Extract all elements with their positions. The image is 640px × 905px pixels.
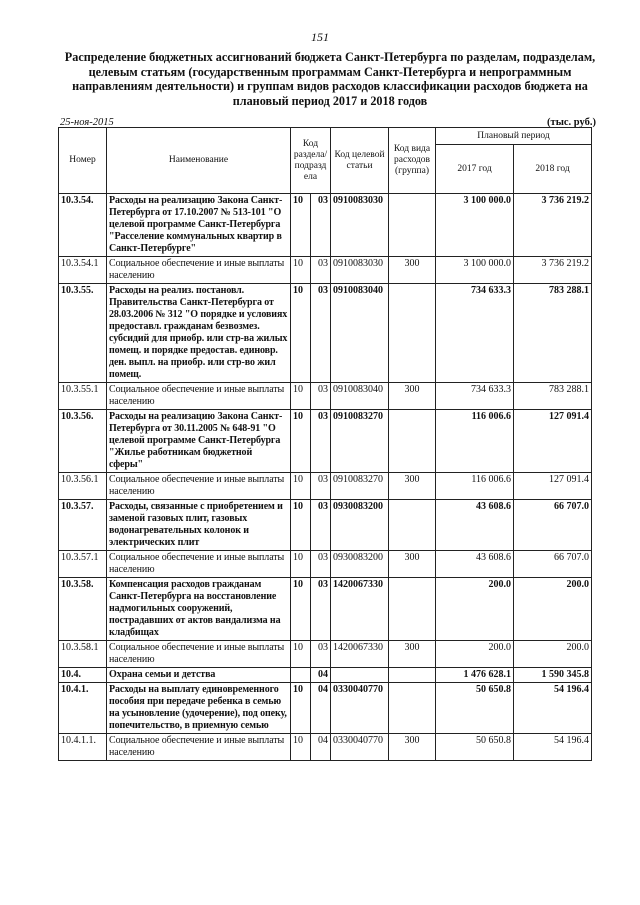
table-row bbox=[59, 284, 592, 383]
table-row bbox=[59, 194, 592, 257]
row-section: 10 bbox=[291, 551, 311, 578]
row-name: Расходы, связанные с приобретением и заменой газовых плит, газовых водонагревательных колонок и электрических плит bbox=[107, 500, 291, 551]
row-subsection: 04 bbox=[311, 734, 331, 761]
row-2018-value: 127 091.4 bbox=[514, 473, 592, 500]
row-section: 10 bbox=[291, 734, 311, 761]
row-kind-code: 300 bbox=[389, 383, 436, 410]
row-subsection: 03 bbox=[311, 194, 331, 257]
row-target-code: 1420067330 bbox=[331, 641, 389, 668]
header-2018: 2018 год bbox=[514, 145, 592, 194]
row-number: 10.3.54.1 bbox=[59, 257, 107, 284]
row-name: Компенсация расходов гражданам Санкт-Петербурга на восстановление надмогильных сооружений, пострадавших от актов вандализма на кладбищах bbox=[107, 578, 291, 641]
row-subsection: 03 bbox=[311, 257, 331, 284]
row-2017-value: 200.0 bbox=[436, 641, 514, 668]
row-2017-value: 3 100 000.0 bbox=[436, 194, 514, 257]
table-row bbox=[59, 500, 592, 551]
row-name: Социальное обеспечение и иные выплаты населению bbox=[107, 383, 291, 410]
table-row bbox=[59, 383, 592, 410]
row-number: 10.3.58. bbox=[59, 578, 107, 641]
row-name: Социальное обеспечение и иные выплаты населению bbox=[107, 734, 291, 761]
row-2018-value: 783 288.1 bbox=[514, 284, 592, 383]
row-2018-value: 783 288.1 bbox=[514, 383, 592, 410]
row-2017-value: 3 100 000.0 bbox=[436, 257, 514, 284]
row-2018-value: 200.0 bbox=[514, 578, 592, 641]
row-kind-code bbox=[389, 284, 436, 383]
row-target-code: 0910083030 bbox=[331, 257, 389, 284]
row-section: 10 bbox=[291, 383, 311, 410]
row-name: Расходы на реализацию Закона Санкт-Петербурга от 30.11.2005 № 648-91 "О целевой программе Санкт-Петербурга "Жилье работникам бюджетной сферы" bbox=[107, 410, 291, 473]
row-2017-value: 1 476 628.1 bbox=[436, 668, 514, 683]
row-target-code: 0910083270 bbox=[331, 410, 389, 473]
table-row bbox=[59, 473, 592, 500]
row-2018-value: 54 196.4 bbox=[514, 683, 592, 734]
row-kind-code: 300 bbox=[389, 473, 436, 500]
row-subsection: 03 bbox=[311, 500, 331, 551]
row-2017-value: 50 650.8 bbox=[436, 683, 514, 734]
row-kind-code: 300 bbox=[389, 734, 436, 761]
row-number: 10.3.57. bbox=[59, 500, 107, 551]
row-2017-value: 116 006.6 bbox=[436, 410, 514, 473]
row-name: Расходы на выплату единовременного пособия при передаче ребенка в семью на усыновление (удочерение), под опеку, попечительство, в приемную семью bbox=[107, 683, 291, 734]
row-section: 10 bbox=[291, 410, 311, 473]
row-subsection: 03 bbox=[311, 383, 331, 410]
row-target-code: 0930083200 bbox=[331, 551, 389, 578]
row-target-code: 0910083030 bbox=[331, 194, 389, 257]
row-2018-value: 3 736 219.2 bbox=[514, 194, 592, 257]
row-target-code: 1420067330 bbox=[331, 578, 389, 641]
row-kind-code: 300 bbox=[389, 641, 436, 668]
row-kind-code bbox=[389, 410, 436, 473]
budget-table bbox=[58, 127, 592, 761]
row-2017-value: 200.0 bbox=[436, 578, 514, 641]
header-kind: Код вида расходов (группа) bbox=[389, 128, 436, 194]
row-kind-code bbox=[389, 194, 436, 257]
row-target-code: 0330040770 bbox=[331, 683, 389, 734]
row-target-code: 0930083200 bbox=[331, 500, 389, 551]
header-section: Код раздела/ подразд ела bbox=[291, 128, 331, 194]
row-section: 10 bbox=[291, 641, 311, 668]
row-number: 10.3.55.1 bbox=[59, 383, 107, 410]
row-subsection: 03 bbox=[311, 473, 331, 500]
page-number: 151 bbox=[311, 30, 329, 44]
row-section: 10 bbox=[291, 194, 311, 257]
row-subsection: 03 bbox=[311, 578, 331, 641]
row-section: 10 bbox=[291, 284, 311, 383]
row-number: 10.4.1. bbox=[59, 683, 107, 734]
row-subsection: 04 bbox=[311, 683, 331, 734]
row-target-code: 0330040770 bbox=[331, 734, 389, 761]
document-title: Распределение бюджетных ассигнований бюджета Санкт-Петербурга по разделам, подразделам, целевым статьям (государственным программам Санкт-Петербурга и непрограммным направлениям деятельности) и группам видов расходов классификации расходов бюджета на плановый период 2017 и 2018 годов bbox=[64, 50, 596, 108]
row-subsection: 04 bbox=[311, 668, 331, 683]
row-2017-value: 734 633.3 bbox=[436, 383, 514, 410]
row-subsection: 03 bbox=[311, 551, 331, 578]
row-2018-value: 66 707.0 bbox=[514, 551, 592, 578]
row-number: 10.3.57.1 bbox=[59, 551, 107, 578]
header-target: Код целевой статьи bbox=[331, 128, 389, 194]
table-row bbox=[59, 410, 592, 473]
row-section: 10 bbox=[291, 578, 311, 641]
row-name: Социальное обеспечение и иные выплаты населению bbox=[107, 473, 291, 500]
header-2017: 2017 год bbox=[436, 145, 514, 194]
row-2018-value: 1 590 345.8 bbox=[514, 668, 592, 683]
row-target-code bbox=[331, 668, 389, 683]
document-date: 25-ноя-2015 bbox=[60, 117, 114, 128]
header-period: Плановый период bbox=[436, 128, 592, 145]
row-target-code: 0910083040 bbox=[331, 284, 389, 383]
row-2018-value: 127 091.4 bbox=[514, 410, 592, 473]
row-kind-code bbox=[389, 683, 436, 734]
table-body bbox=[59, 194, 592, 761]
table-row bbox=[59, 734, 592, 761]
row-kind-code bbox=[389, 500, 436, 551]
row-2018-value: 3 736 219.2 bbox=[514, 257, 592, 284]
row-number: 10.3.55. bbox=[59, 284, 107, 383]
table-row bbox=[59, 668, 592, 683]
table-row bbox=[59, 641, 592, 668]
row-name: Расходы на реализацию Закона Санкт-Петербурга от 17.10.2007 № 513-101 "О целевой программе Санкт-Петербурга "Расселение коммунальных квартир в Санкт-Петербурге" bbox=[107, 194, 291, 257]
row-2018-value: 66 707.0 bbox=[514, 500, 592, 551]
row-number: 10.3.58.1 bbox=[59, 641, 107, 668]
row-name: Социальное обеспечение и иные выплаты населению bbox=[107, 551, 291, 578]
table-row bbox=[59, 578, 592, 641]
table-row bbox=[59, 683, 592, 734]
row-2017-value: 734 633.3 bbox=[436, 284, 514, 383]
row-kind-code: 300 bbox=[389, 551, 436, 578]
row-2017-value: 43 608.6 bbox=[436, 500, 514, 551]
row-section: 10 bbox=[291, 683, 311, 734]
row-subsection: 03 bbox=[311, 641, 331, 668]
row-kind-code bbox=[389, 668, 436, 683]
row-name: Охрана семьи и детства bbox=[107, 668, 291, 683]
row-name: Социальное обеспечение и иные выплаты населению bbox=[107, 257, 291, 284]
row-number: 10.4.1.1. bbox=[59, 734, 107, 761]
row-number: 10.3.56. bbox=[59, 410, 107, 473]
header-name: Наименование bbox=[107, 128, 291, 194]
row-target-code: 0910083270 bbox=[331, 473, 389, 500]
row-subsection: 03 bbox=[311, 284, 331, 383]
row-subsection: 03 bbox=[311, 410, 331, 473]
row-section: 10 bbox=[291, 257, 311, 284]
row-kind-code: 300 bbox=[389, 257, 436, 284]
row-2018-value: 54 196.4 bbox=[514, 734, 592, 761]
row-2017-value: 116 006.6 bbox=[436, 473, 514, 500]
row-kind-code bbox=[389, 578, 436, 641]
row-number: 10.4. bbox=[59, 668, 107, 683]
row-name: Социальное обеспечение и иные выплаты населению bbox=[107, 641, 291, 668]
row-name: Расходы на реализ. постановл. Правительства Санкт-Петербурга от 28.03.2006 № 312 "О порядке и условиях предоставл. гражданам безвозмез. субсидий для приобр. или стр-ва жилых помещ. и порядке предостав. единовр. ден. выпл. на приобр. или стр-во жил помещ. bbox=[107, 284, 291, 383]
row-number: 10.3.56.1 bbox=[59, 473, 107, 500]
row-section: 10 bbox=[291, 473, 311, 500]
row-number: 10.3.54. bbox=[59, 194, 107, 257]
row-section: 10 bbox=[291, 500, 311, 551]
header-row-1 bbox=[59, 128, 592, 145]
row-2017-value: 50 650.8 bbox=[436, 734, 514, 761]
header-number: Номер bbox=[59, 128, 107, 194]
table-row bbox=[59, 257, 592, 284]
row-target-code: 0910083040 bbox=[331, 383, 389, 410]
row-section bbox=[291, 668, 311, 683]
units-label: (тыс. руб.) bbox=[547, 117, 596, 128]
table-row bbox=[59, 551, 592, 578]
row-2017-value: 43 608.6 bbox=[436, 551, 514, 578]
row-2018-value: 200.0 bbox=[514, 641, 592, 668]
